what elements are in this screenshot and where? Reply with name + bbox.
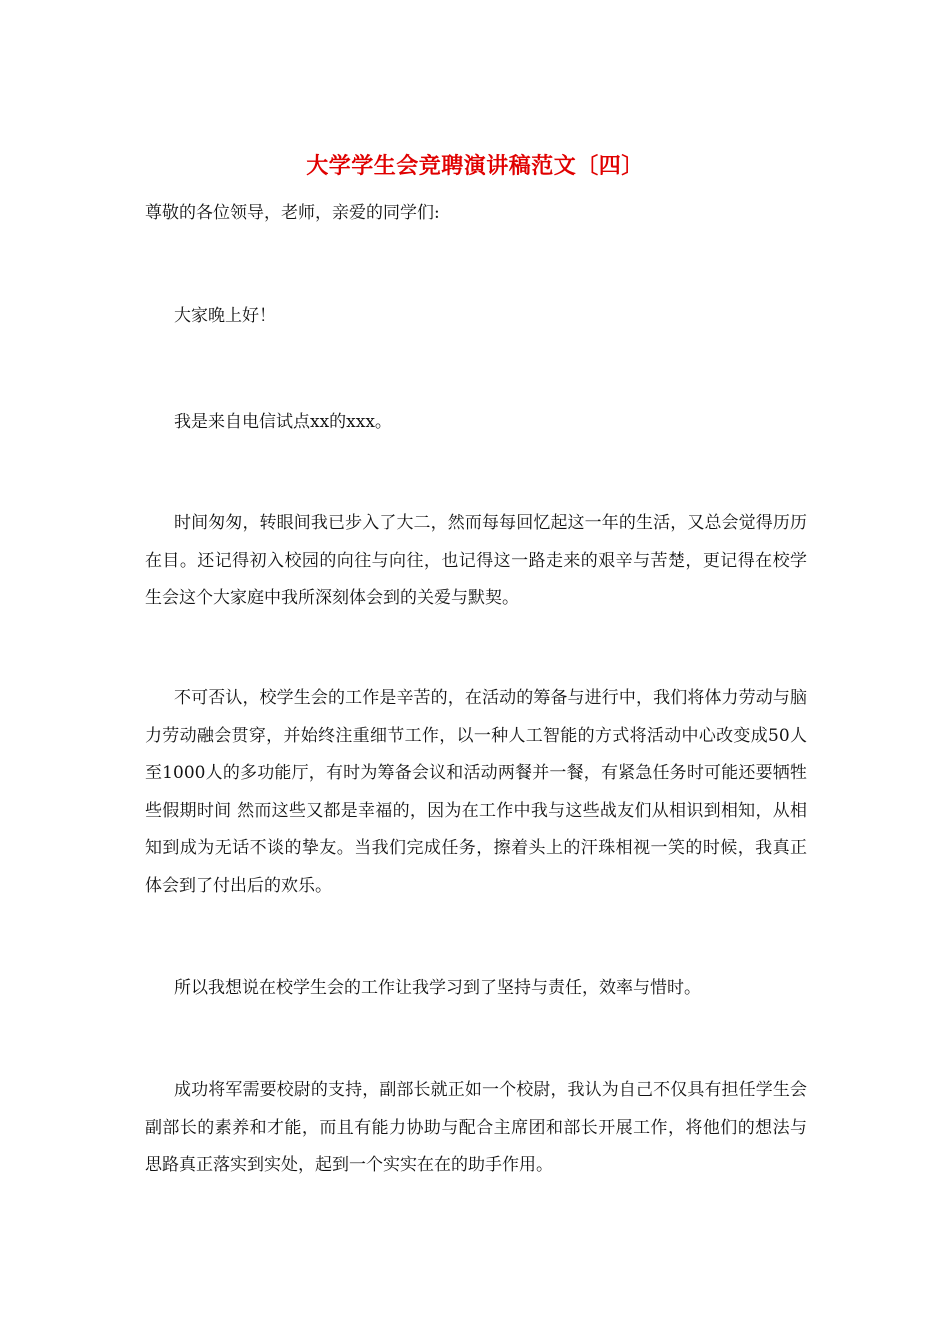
paragraph-work-experience: 不可否认，校学生会的工作是辛苦的，在活动的筹备与进行中，我们将体力劳动与脑力劳动融会贯穿，并始终注重细节工作，以一种人工智能的方式将活动中心改变成50人至1000人的多功能厅，有时为筹备会议和活动两餐并一餐，有紧急任务时可能还要牺牲些假期时间 然而这些又都是幸福的，因为在工作中我与这些战友们从相识到相知，从相知到成为无话不谈的挚友。当我们完成任务，擦着头上的汗珠相视一笑的时候，我真正体会到了付出后的欢乐。 bbox=[145, 688, 807, 896]
paragraph-qualifications: 成功将军需要校尉的支持，副部长就正如一个校尉，我认为自己不仅具有担任学生会副部长的素养和才能，而且有能力协助与配合主席团和部长开展工作，将他们的想法与思路真正落实到实处，起到一个实实在在的助手作用。 bbox=[145, 1080, 807, 1175]
paragraph-introduction: 我是来自电信试点xx的xxx。 bbox=[174, 412, 392, 432]
salutation: 尊敬的各位领导，老师，亲爱的同学们: bbox=[145, 203, 440, 223]
paragraph-lessons: 所以我想说在校学生会的工作让我学习到了坚持与责任，效率与惜时。 bbox=[174, 978, 701, 998]
paragraph-greeting: 大家晚上好！ bbox=[174, 306, 276, 326]
paragraph-reflection: 时间匆匆，转眼间我已步入了大二，然而每每回忆起这一年的生活，又总会觉得历历在目。还记得初入校园的向往与向往，也记得这一路走来的艰辛与苦楚，更记得在校学生会这个大家庭中我所深刻体会到的关爱与默契。 bbox=[145, 513, 807, 608]
document-title: 大学学生会竞聘演讲稿范文〔四〕 bbox=[306, 153, 644, 179]
